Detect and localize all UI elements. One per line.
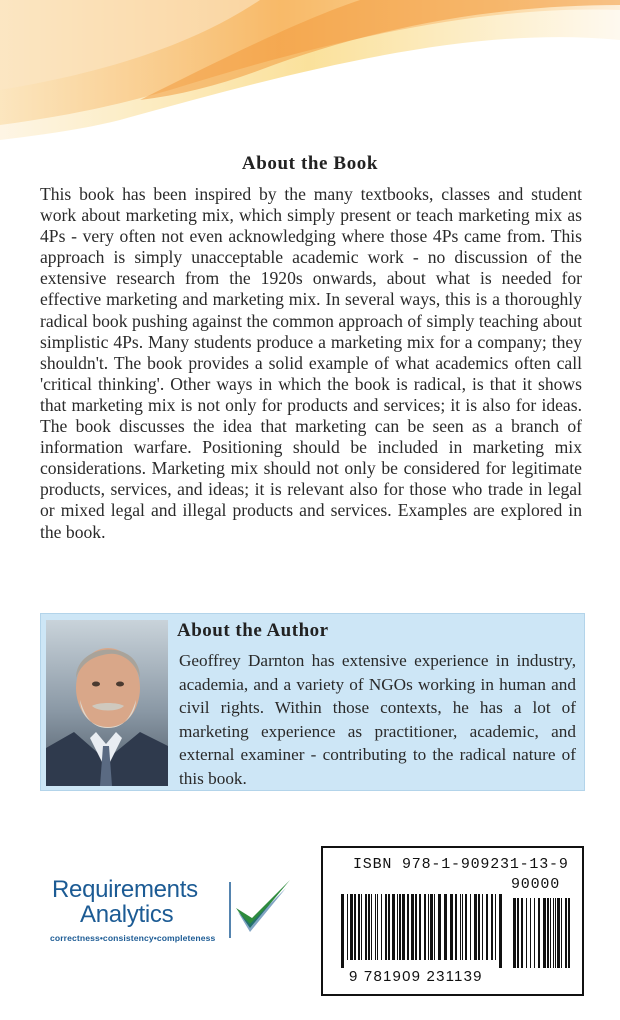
barcode-bar	[491, 894, 493, 960]
checkmark-icon	[222, 878, 294, 938]
isbn-label: ISBN 978-1-909231-13-9	[353, 856, 569, 873]
barcode-bar	[526, 898, 527, 968]
barcode-bar	[462, 894, 463, 960]
author-photo	[46, 620, 168, 786]
barcode-bar	[478, 894, 480, 960]
barcode-bar	[555, 898, 556, 968]
barcode-bar	[388, 894, 390, 960]
top-decorative-swoosh	[0, 0, 620, 150]
barcode-bar	[354, 894, 356, 960]
barcode-bar	[517, 898, 519, 968]
barcode-bar	[543, 898, 546, 968]
barcode-bar	[470, 894, 471, 960]
barcode-bar	[371, 894, 372, 960]
barcode-bar	[419, 894, 421, 960]
about-book-text: This book has been inspired by the many textbooks, classes and student work about marketing mix, which simply present or teach marketing mix as 4Ps - very often not even acknowledging where those 4Ps came from. This approach is simply unacceptable academic work - no discussion of the extensive research from the 1920s onwards, about what is needed for effective marketing and marketing mix. In several ways, this is a thoroughly radical book pushing against the common approach of simply teaching about simplistic 4Ps. Many students produce a marketing mix for a company; they shouldn't. The book provides a solid example of what academics often call 'critical thinking'. Other ways in which the book is radical, is that it shows that marketing mix is not only for products and services; it is also for ideas. The book discusses the idea that marketing can be seen as a branch of information warfare. Positioning should be included in marketing mix considerations. Marketing mix should not only be considered for legitimate products, services, and ideas; it is relevant also for those who trade in legal or mixed legal and illegal products and services. Examples are explored in the book.	[40, 184, 582, 542]
barcode-bar	[565, 898, 567, 968]
barcode-bar	[377, 894, 378, 960]
barcode-bar	[430, 894, 433, 960]
barcode-bar	[444, 894, 447, 960]
about-book-heading: About the Book	[241, 153, 379, 174]
price-addon-code: 90000	[511, 876, 561, 893]
barcode-bar	[465, 894, 467, 960]
barcode-bar	[561, 898, 562, 968]
barcode-bar	[381, 894, 382, 960]
barcode-bar	[434, 894, 435, 960]
barcode-bar	[455, 894, 457, 960]
publisher-logo	[50, 876, 300, 951]
publisher-tagline: correctness•consistency•completeness	[50, 933, 216, 943]
barcode-bar	[482, 894, 483, 960]
barcode-bar	[411, 894, 414, 960]
barcode-bar	[499, 894, 502, 968]
barcode-bar	[438, 894, 441, 960]
barcode-bar	[385, 894, 387, 960]
barcode-bar	[547, 898, 549, 968]
barcode-bar	[460, 894, 461, 960]
barcode-bar	[550, 898, 551, 968]
barcode-bars	[331, 894, 576, 974]
barcode-bar	[495, 894, 496, 960]
barcode-bar	[553, 898, 554, 968]
barcode-bar	[375, 894, 376, 960]
barcode-bar	[399, 894, 401, 960]
barcode-bar	[424, 894, 426, 960]
barcode-bar	[361, 894, 362, 960]
barcode-bar	[347, 894, 348, 960]
barcode-bar	[538, 898, 540, 968]
barcode-bar	[415, 894, 417, 960]
about-author-heading: About the Author	[177, 620, 329, 641]
publisher-name-line2: Analytics	[80, 901, 174, 928]
about-author-panel	[40, 613, 585, 791]
barcode-bar	[521, 898, 523, 968]
barcode-bar	[350, 894, 353, 960]
barcode-bar	[513, 898, 516, 968]
barcode-digits: 9 781909 231139	[349, 968, 483, 985]
barcode-bar	[365, 894, 367, 960]
barcode-bar	[428, 894, 429, 960]
barcode-bar	[557, 898, 560, 968]
barcode-bar	[341, 894, 344, 968]
barcode-bar	[402, 894, 405, 960]
barcode-bar	[450, 894, 453, 960]
publisher-name-line1: Requirements	[52, 876, 198, 903]
barcode-bar	[358, 894, 360, 960]
barcode-bar	[392, 894, 395, 960]
barcode-bar	[530, 898, 531, 968]
barcode-bar	[486, 894, 488, 960]
barcode-bar	[474, 894, 477, 960]
barcode-bar	[568, 898, 570, 968]
about-author-text: Geoffrey Darnton has extensive experience in industry, academia, and a variety of NGOs working in human and civil rights. Within those contexts, he has a lot of marketing experience as practitioner, academic, and external examiner - contributing to the radical nature of this book.	[179, 651, 576, 788]
isbn-barcode	[321, 846, 584, 996]
barcode-bar	[368, 894, 370, 960]
barcode-bar	[397, 894, 398, 960]
barcode-bar	[407, 894, 409, 960]
barcode-bar	[534, 898, 535, 968]
